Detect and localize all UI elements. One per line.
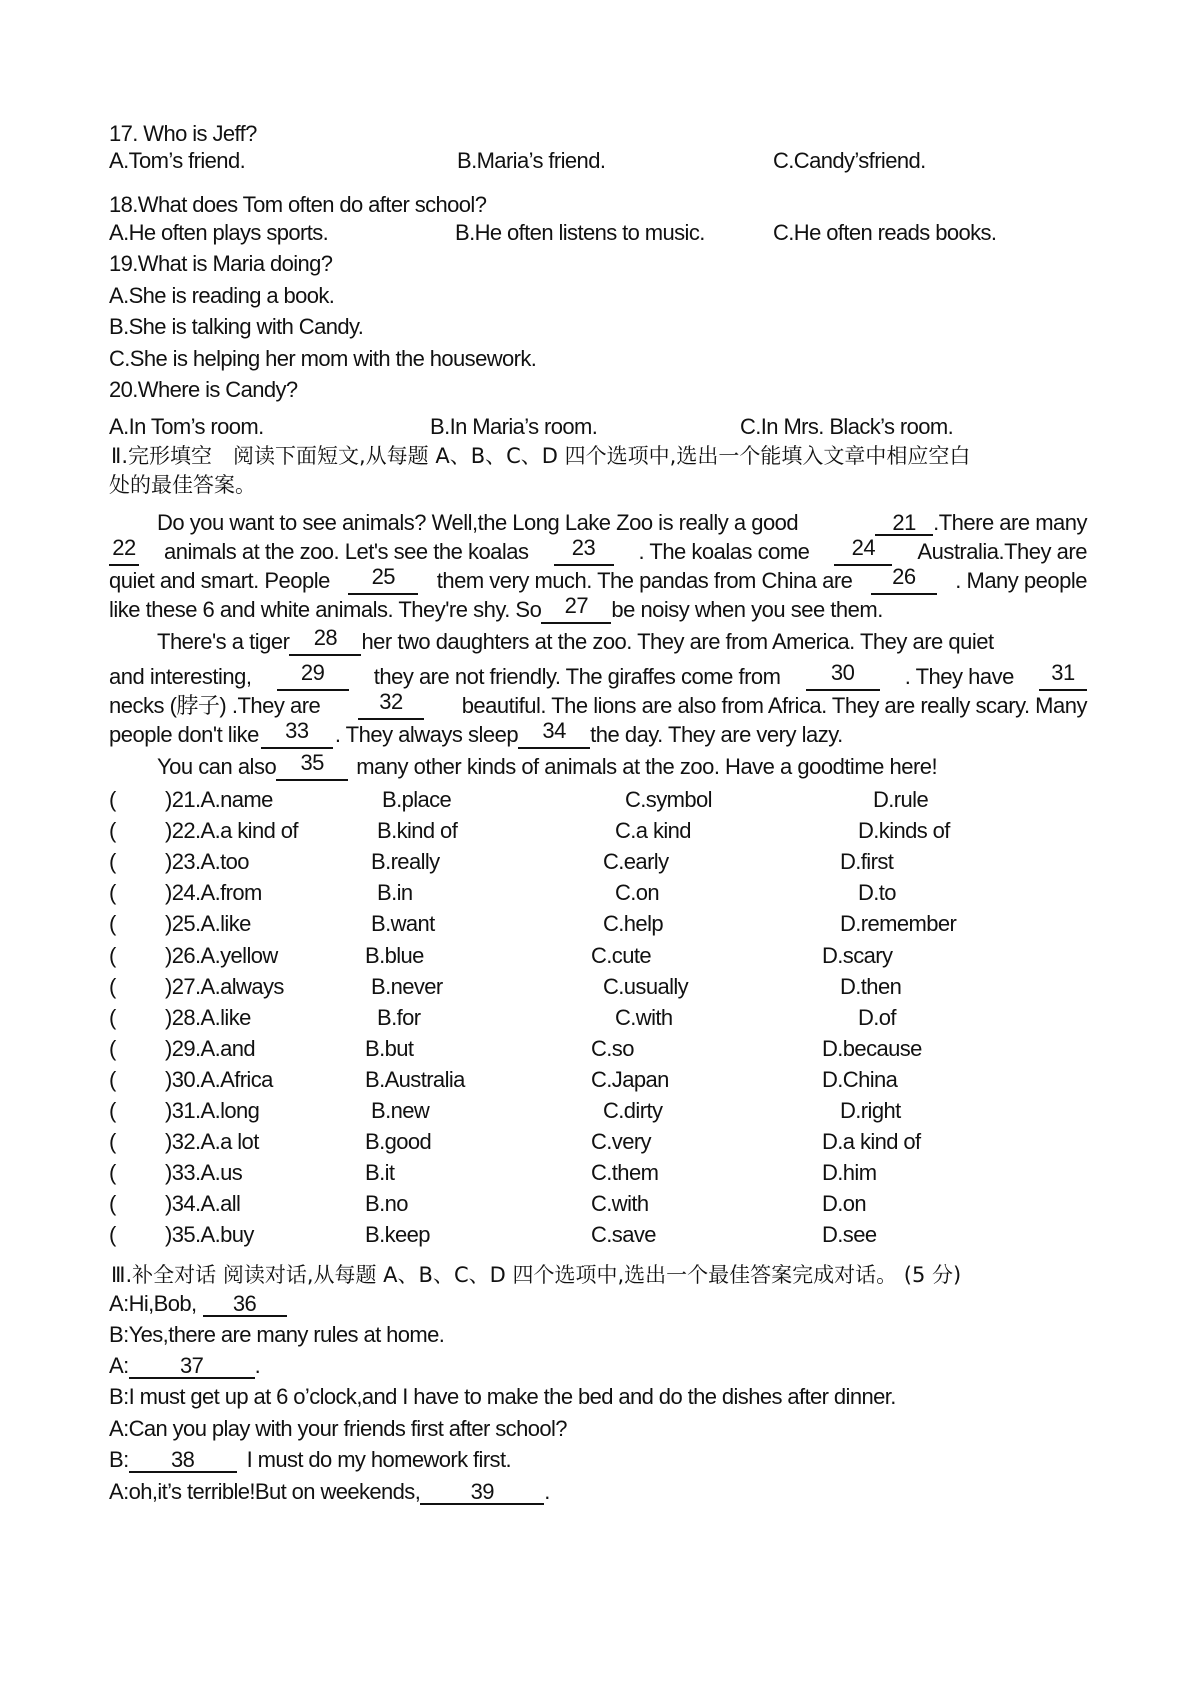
blank-38: 38 <box>129 1449 237 1473</box>
answer-paren-open: ( <box>109 1160 116 1185</box>
dialogue-line-4: B:I must get up at 6 o’clock,and I have to make the bed and do the dishes after dinner. <box>109 1384 896 1409</box>
option-d: D.then <box>840 974 902 999</box>
option-row-label <box>165 818 298 844</box>
passage-text: .There are many <box>933 510 1087 535</box>
section-2-heading-cont: 处的最佳答案。 <box>109 473 256 497</box>
dialogue-line-5: A:Can you play with your friends first after school? <box>109 1416 567 1441</box>
option-b: B.keep <box>365 1222 430 1247</box>
option-d: D.to <box>858 880 896 905</box>
dialogue-line-3 <box>109 1353 260 1379</box>
passage-text: You can also <box>157 754 277 779</box>
option-row-label <box>165 1005 251 1031</box>
question-number: 28. <box>171 1005 201 1030</box>
answer-paren-open: ( <box>109 818 116 843</box>
option-a: A.yellow <box>200 943 278 968</box>
option-b: B.want <box>371 911 435 936</box>
option-c: C.on <box>615 880 660 905</box>
question-20-option-c: C.In Mrs. Black’s room. <box>740 414 954 439</box>
option-b: B.in <box>377 880 413 905</box>
answer-paren-open: ( <box>109 1036 116 1061</box>
dialogue-line-1 <box>109 1291 287 1317</box>
answer-paren-close: ) <box>165 880 172 905</box>
question-18-stem: 18.What does Tom often do after school? <box>109 192 487 217</box>
option-row-label <box>165 943 278 969</box>
option-a: A.Africa <box>200 1067 273 1092</box>
question-number: 30. <box>171 1067 201 1092</box>
blank-34: 34 <box>518 720 590 749</box>
question-19-option-b: B.She is talking with Candy. <box>109 314 364 339</box>
question-17-option-a: A.Tom’s friend. <box>109 148 246 173</box>
option-c: C.with <box>615 1005 673 1030</box>
option-c: C.usually <box>603 974 689 999</box>
question-17-option-c: C.Candy’sfriend. <box>773 148 926 173</box>
option-b: B.place <box>382 787 452 812</box>
option-b: B.really <box>371 849 440 874</box>
question-number: 32. <box>171 1129 201 1154</box>
option-d: D.first <box>840 849 894 874</box>
answer-paren-close: ) <box>165 1098 172 1123</box>
question-17-option-b: B.Maria’s friend. <box>457 148 606 173</box>
blank-39: 39 <box>420 1481 544 1505</box>
question-19-stem: 19.What is Maria doing? <box>109 251 333 276</box>
question-number: 27. <box>171 974 201 999</box>
passage-text: they are not friendly. The giraffes come from <box>373 664 781 689</box>
passage-text: Do you want to see animals? Well,the Long Lake Zoo is really a good <box>157 510 799 535</box>
option-a: A.a kind of <box>200 818 298 843</box>
option-c: C.symbol <box>625 787 712 812</box>
answer-paren-open: ( <box>109 1129 116 1154</box>
answer-paren-open: ( <box>109 787 116 812</box>
passage-text: be noisy when you see them. <box>611 597 883 622</box>
option-row-label <box>165 1191 240 1217</box>
dialogue-text: A:oh,it’s terrible!But on weekends, <box>109 1479 421 1504</box>
option-d: D.of <box>858 1005 896 1030</box>
question-number: 29. <box>171 1036 201 1061</box>
passage-line <box>109 566 1087 595</box>
dialogue-text: I must do my homework first. <box>246 1447 511 1472</box>
passage-line <box>109 537 1087 566</box>
answer-paren-close: ) <box>165 943 172 968</box>
answer-paren-close: ) <box>165 1005 172 1030</box>
option-a: A.long <box>200 1098 260 1123</box>
blank-25: 25 <box>348 566 418 595</box>
blank-35: 35 <box>276 752 348 781</box>
passage-line <box>109 662 1087 691</box>
blank-21: 21 <box>875 512 933 536</box>
option-row-label <box>165 880 262 906</box>
passage-text: the day. They are very lazy. <box>590 722 843 747</box>
answer-paren-close: ) <box>165 1036 172 1061</box>
option-a: A.too <box>200 849 249 874</box>
passage-line <box>109 720 1087 749</box>
option-c: C.with <box>591 1191 649 1216</box>
passage-text: like these 6 and white animals. They're shy. So <box>109 597 542 622</box>
option-c: C.help <box>603 911 663 936</box>
answer-paren-close: ) <box>165 849 172 874</box>
passage-text: . They have <box>904 664 1014 689</box>
dialogue-text: A:Hi,Bob, <box>109 1291 197 1316</box>
passage-text: and interesting, <box>109 664 252 689</box>
option-d: D.kinds of <box>858 818 950 843</box>
question-20-stem: 20.Where is Candy? <box>109 377 298 402</box>
blank-22: 22 <box>109 537 139 566</box>
option-d: D.see <box>822 1222 877 1247</box>
dialogue-line-7 <box>109 1479 550 1505</box>
question-number: 31. <box>171 1098 201 1123</box>
passage-text: animals at the zoo. Let's see the koalas <box>164 539 529 564</box>
passage-paragraph-1 <box>109 508 1087 624</box>
option-a: A.all <box>200 1191 241 1216</box>
option-c: C.a kind <box>615 818 691 843</box>
blank-37: 37 <box>129 1355 255 1379</box>
option-b: B.no <box>365 1191 408 1216</box>
option-a: A.a lot <box>200 1129 259 1154</box>
passage-text: Australia.They are <box>917 539 1087 564</box>
option-a: A.buy <box>200 1222 254 1247</box>
answer-paren-open: ( <box>109 880 116 905</box>
option-c: C.cute <box>591 943 651 968</box>
question-number: 26. <box>171 943 201 968</box>
option-a: A.name <box>200 787 273 812</box>
answer-paren-open: ( <box>109 974 116 999</box>
answer-paren-close: ) <box>165 787 172 812</box>
question-19-option-a: A.She is reading a book. <box>109 283 335 308</box>
passage-line <box>109 627 1087 656</box>
blank-31: 31 <box>1039 662 1087 691</box>
answer-paren-open: ( <box>109 849 116 874</box>
option-b: B.it <box>365 1160 395 1185</box>
option-b: B.blue <box>365 943 424 968</box>
question-18-option-a: A.He often plays sports. <box>109 220 329 245</box>
blank-36: 36 <box>203 1293 287 1317</box>
dialogue-text: . <box>254 1353 261 1378</box>
passage-line <box>109 752 1087 781</box>
passage-text: many other kinds of animals at the zoo. Have a goodtime here! <box>356 754 938 779</box>
blank-29: 29 <box>277 662 349 691</box>
passage-line <box>109 508 1087 537</box>
option-row-label <box>165 911 251 937</box>
answer-paren-open: ( <box>109 1067 116 1092</box>
option-c: C.early <box>603 849 669 874</box>
question-number: 25. <box>171 911 201 936</box>
section-2-heading: Ⅱ.完形填空 阅读下面短文,从每题 A、B、C、D 四个选项中,选出一个能填入文章中相应空白 <box>111 444 971 468</box>
option-row-label <box>165 1129 259 1155</box>
answer-paren-open: ( <box>109 1222 116 1247</box>
option-c: C.them <box>591 1160 659 1185</box>
option-d: D.a kind of <box>822 1129 921 1154</box>
option-b: B.new <box>371 1098 430 1123</box>
passage-text: . The koalas come <box>638 539 810 564</box>
answer-paren-open: ( <box>109 1098 116 1123</box>
question-number: 35. <box>171 1222 201 1247</box>
option-a: A.always <box>200 974 284 999</box>
answer-paren-close: ) <box>165 1160 172 1185</box>
passage-line <box>109 691 1087 720</box>
blank-30: 30 <box>806 662 880 691</box>
option-row-label <box>165 1036 255 1062</box>
question-number: 21. <box>171 787 201 812</box>
section-3-heading: Ⅲ.补全对话 阅读对话,从每题 A、B、C、D 四个选项中,选出一个最佳答案完成对话。 (5 分) <box>111 1263 962 1287</box>
option-a: A.and <box>200 1036 256 1061</box>
passage-text: There's a tiger <box>157 629 290 654</box>
question-19-option-c: C.She is helping her mom with the housework. <box>109 346 537 371</box>
option-d: D.right <box>840 1098 901 1123</box>
question-20-option-b: B.In Maria’s room. <box>430 414 598 439</box>
answer-paren-close: ) <box>165 1191 172 1216</box>
option-d: D.remember <box>840 911 957 936</box>
question-number: 24. <box>171 880 201 905</box>
passage-text: people don't like <box>109 722 259 747</box>
option-b: B.but <box>365 1036 414 1061</box>
passage-text: quiet and smart. People <box>109 568 330 593</box>
option-row-label <box>165 849 249 875</box>
option-b: B.for <box>377 1005 421 1030</box>
option-d: D.China <box>822 1067 898 1092</box>
option-d: D.on <box>822 1191 867 1216</box>
passage-text: beautiful. The lions are also from Africa. They are really scary. Many <box>461 693 1087 718</box>
option-b: B.never <box>371 974 443 999</box>
blank-33: 33 <box>261 720 333 749</box>
question-number: 34. <box>171 1191 201 1216</box>
passage-text: . They always sleep <box>334 722 519 747</box>
answer-paren-close: ) <box>165 1067 172 1092</box>
option-d: D.scary <box>822 943 893 968</box>
option-row-label <box>165 1098 259 1124</box>
option-a: A.from <box>200 880 262 905</box>
passage-text: them very much. The pandas from China are <box>436 568 853 593</box>
passage-text: . Many people <box>955 568 1087 593</box>
option-d: D.him <box>822 1160 877 1185</box>
option-row-label <box>165 1160 242 1186</box>
question-number: 22. <box>171 818 201 843</box>
option-d: D.because <box>822 1036 922 1061</box>
question-number: 33. <box>171 1160 201 1185</box>
blank-32: 32 <box>358 691 424 720</box>
question-18-option-b: B.He often listens to music. <box>455 220 705 245</box>
dialogue-text: B: <box>109 1447 129 1472</box>
option-c: C.dirty <box>603 1098 663 1123</box>
option-b: B.good <box>365 1129 432 1154</box>
option-d: D.rule <box>873 787 929 812</box>
question-number: 23. <box>171 849 201 874</box>
option-c: C.very <box>591 1129 651 1154</box>
passage-paragraph-3 <box>109 752 1087 781</box>
answer-paren-open: ( <box>109 1005 116 1030</box>
passage-line <box>109 595 1087 624</box>
dialogue-line-6 <box>109 1447 511 1473</box>
answer-paren-open: ( <box>109 1191 116 1216</box>
blank-24: 24 <box>834 537 892 566</box>
dialogue-text: . <box>544 1479 550 1504</box>
option-c: C.Japan <box>591 1067 669 1092</box>
blank-23: 23 <box>554 537 614 566</box>
option-a: A.like <box>200 911 251 936</box>
option-a: A.us <box>200 1160 243 1185</box>
question-18-option-c: C.He often reads books. <box>773 220 997 245</box>
option-b: B.Australia <box>365 1067 465 1092</box>
answer-paren-close: ) <box>165 818 172 843</box>
blank-27: 27 <box>541 595 611 624</box>
passage-text: her two daughters at the zoo. They are from America. They are quiet <box>361 629 994 654</box>
blank-28: 28 <box>289 627 361 656</box>
question-17-stem: 17. Who is Jeff? <box>109 121 257 146</box>
passage-paragraph-2 <box>109 627 1087 749</box>
question-20-option-a: A.In Tom’s room. <box>109 414 264 439</box>
option-c: C.save <box>591 1222 656 1247</box>
answer-paren-close: ) <box>165 911 172 936</box>
option-c: C.so <box>591 1036 634 1061</box>
answer-paren-open: ( <box>109 943 116 968</box>
option-row-label <box>165 974 284 1000</box>
option-b: B.kind of <box>377 818 458 843</box>
answer-paren-open: ( <box>109 911 116 936</box>
option-a: A.like <box>200 1005 251 1030</box>
option-row-label <box>165 1222 254 1248</box>
passage-text: necks (脖子) .They are <box>109 693 321 718</box>
dialogue-line-2: B:Yes,there are many rules at home. <box>109 1322 445 1347</box>
dialogue-text: A: <box>109 1353 129 1378</box>
option-row-label <box>165 1067 273 1093</box>
answer-paren-close: ) <box>165 1129 172 1154</box>
answer-paren-close: ) <box>165 974 172 999</box>
option-row-label <box>165 787 273 813</box>
blank-26: 26 <box>871 566 937 595</box>
answer-paren-close: ) <box>165 1222 172 1247</box>
